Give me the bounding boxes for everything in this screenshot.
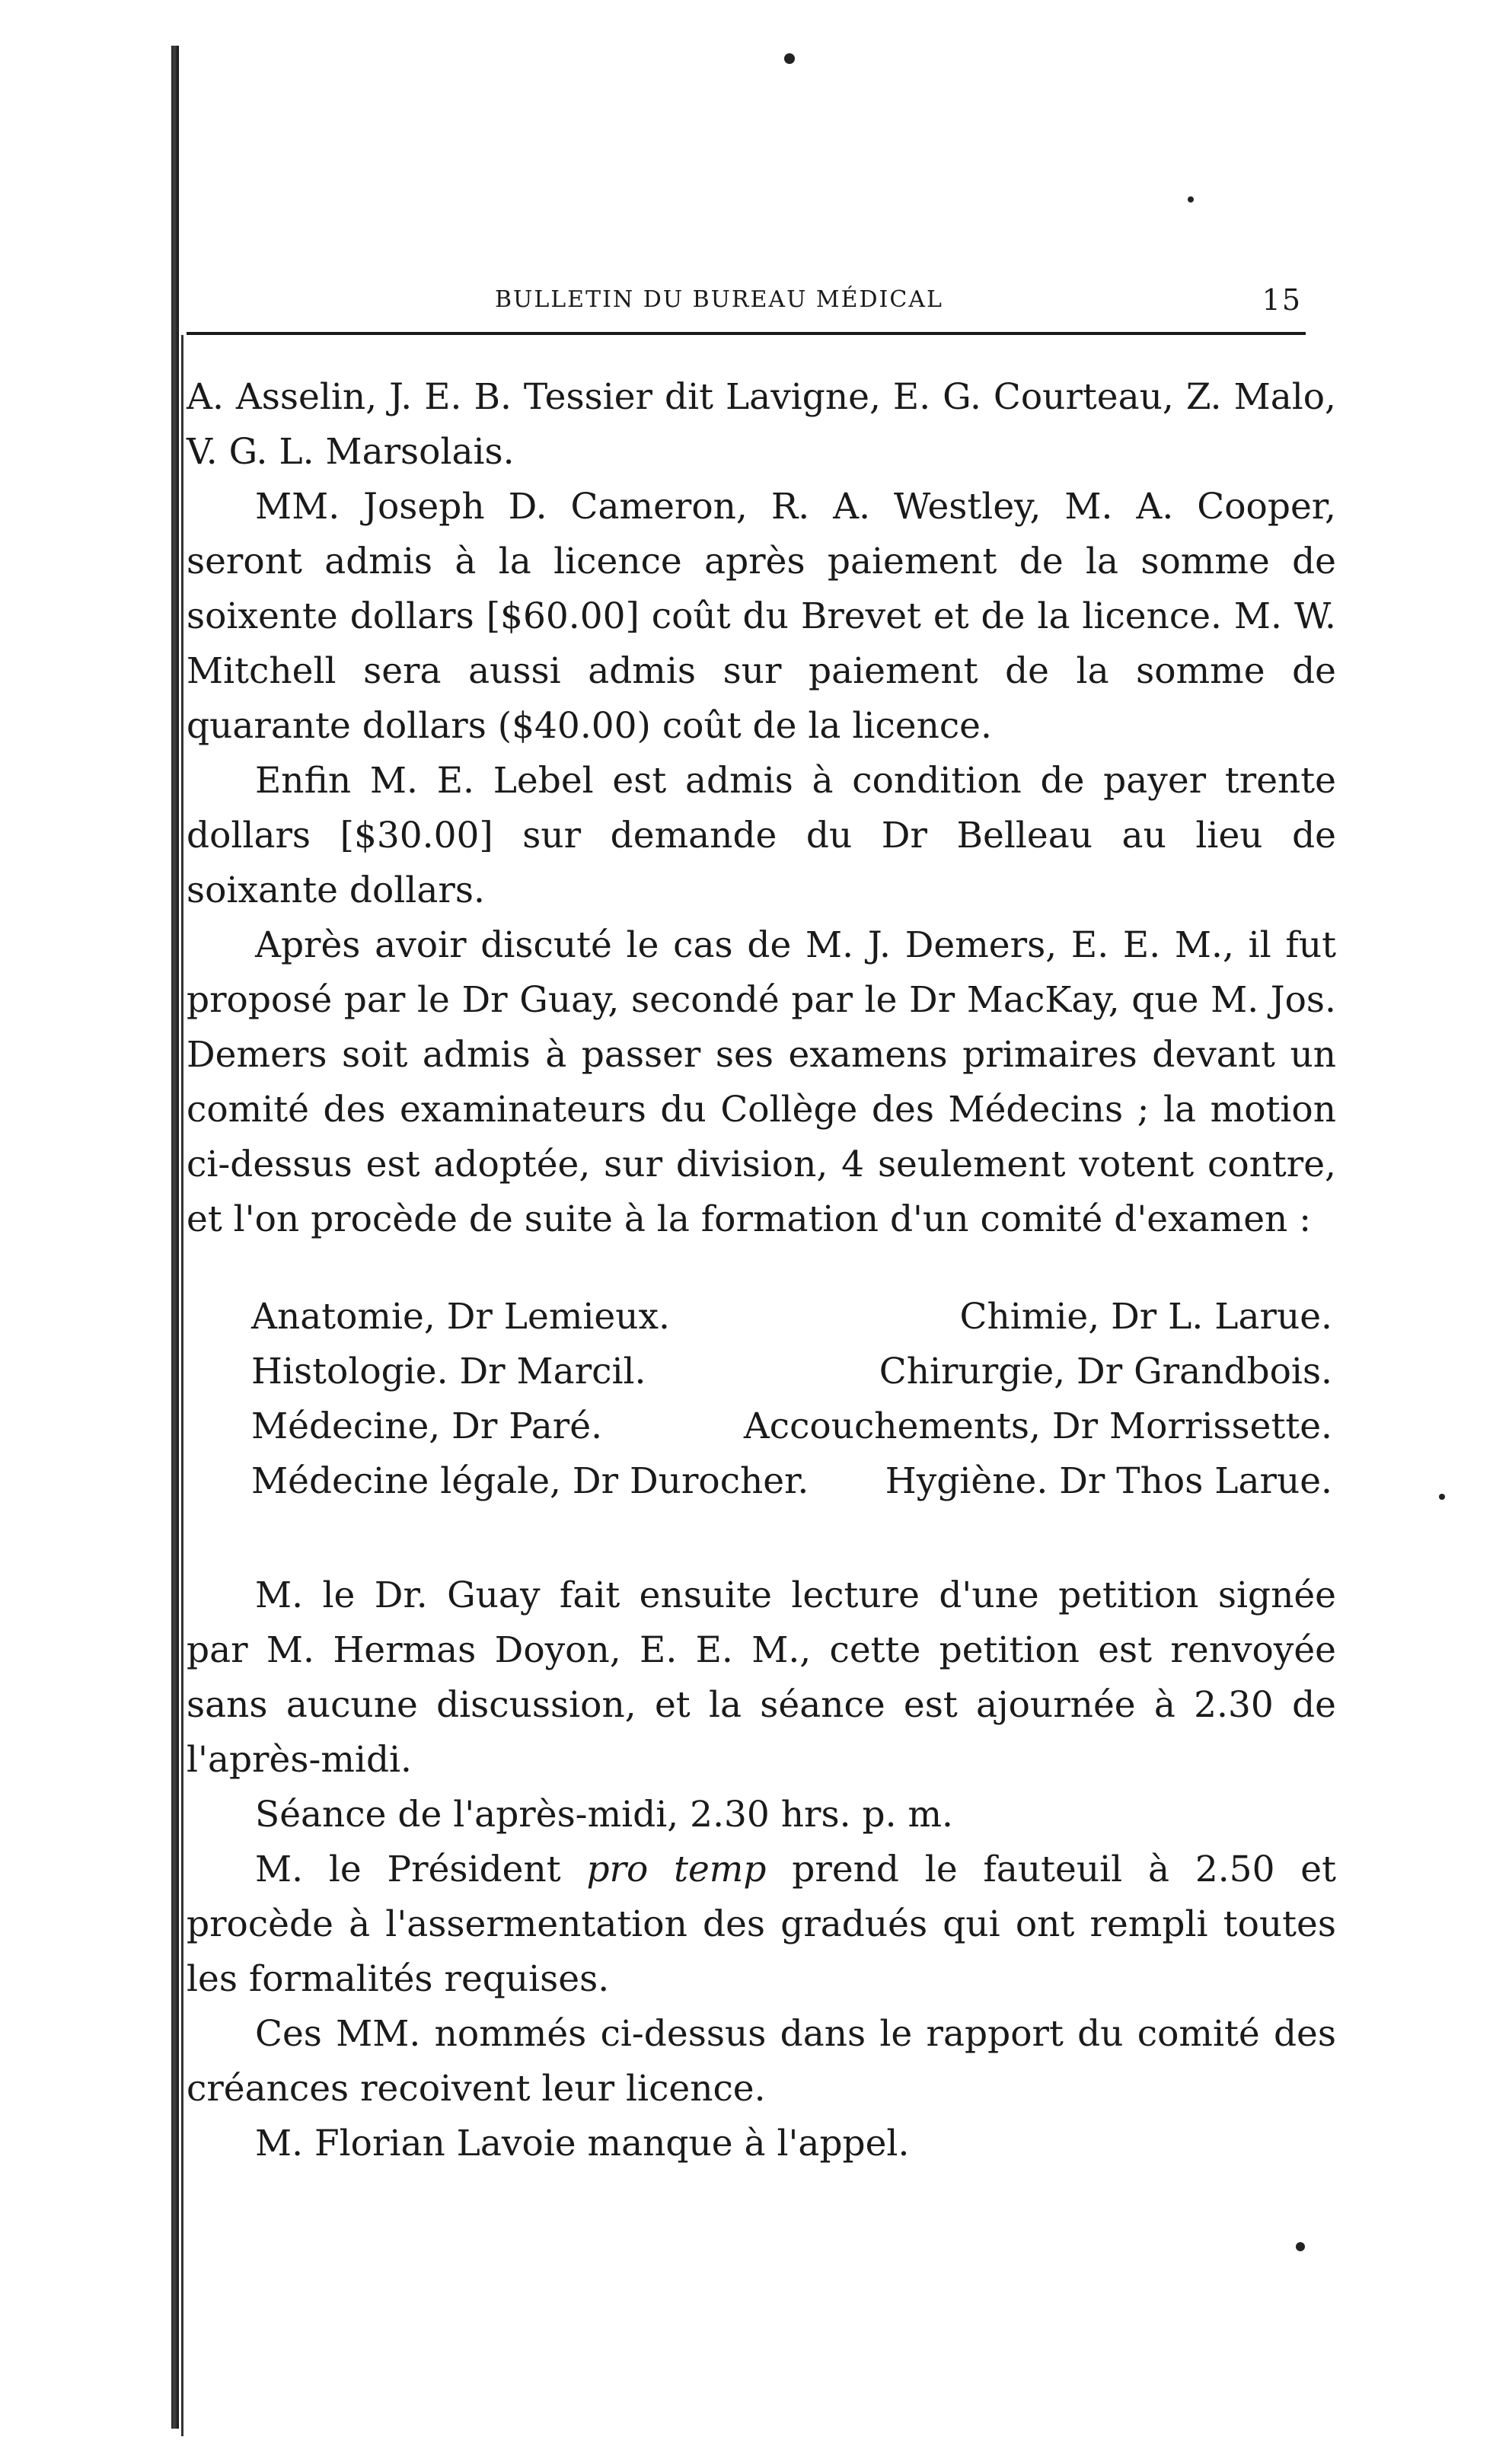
committee-entry: Hygiène. Dr Thos Larue. bbox=[885, 1460, 1332, 1502]
president-text-em: pro temp bbox=[586, 1849, 767, 1890]
paragraph-lavoie-absent: M. Florian Lavoie manque à l'appel. bbox=[255, 2123, 910, 2164]
committee-row bbox=[251, 1290, 1332, 1345]
paragraph-names-continued: A. Asselin, J. E. B. Tessier dit Lavigne, E. G. Courteau, Z. Malo, V. G. L. Marsolais. bbox=[187, 376, 1336, 473]
committee-entry: Anatomie, Dr Lemieux. bbox=[251, 1296, 670, 1338]
header-rule bbox=[187, 332, 1306, 335]
page-number: 15 bbox=[1262, 283, 1302, 317]
committee-entry: Chirurgie, Dr Grandbois. bbox=[879, 1351, 1332, 1392]
scan-speck bbox=[1439, 1494, 1445, 1500]
running-title: BULLETIN DU BUREAU MÉDICAL bbox=[495, 286, 943, 313]
paragraph-lebel: Enfin M. E. Lebel est admis à condition de payer trente dollars [$30.00] sur demande du Dr Belleau au lieu de soixante dollars. bbox=[187, 760, 1336, 911]
scan-speck bbox=[1296, 2242, 1305, 2251]
body-text-block-2 bbox=[187, 1568, 1336, 2171]
body-text-block-1 bbox=[187, 370, 1336, 1247]
paragraph-petition: M. le Dr. Guay fait ensuite lecture d'une petition signée par M. Hermas Doyon, E. E. M., cette petition est renvoyée sans aucune discussion, et la séance est ajournée à 2.30 de l'après-midi. bbox=[187, 1574, 1336, 1781]
scan-speck bbox=[784, 53, 795, 64]
committee-row bbox=[251, 1454, 1332, 1509]
committee-entry: Médecine, Dr Paré. bbox=[251, 1405, 603, 1447]
paragraph-licences-received: Ces MM. nommés ci-dessus dans le rapport du comité des créances recoivent leur licence. bbox=[187, 2013, 1336, 2110]
committee-entry: Médecine légale, Dr Durocher. bbox=[251, 1460, 809, 1502]
paragraph-licence-fees: MM. Joseph D. Cameron, R. A. Westley, M. A. Cooper, seront admis à la licence après paiement de la somme de soixente dollars [$60.00] coût du Brevet et de la licence. M. W. Mitchell sera aussi admis sur paiement de la somme de quarante dollars ($40.00) coût de la licence. bbox=[187, 486, 1336, 747]
president-text-b: prend le fauteuil à 2.50 et procède à l'assermentation des gradués qui ont rempli toutes les formalités requises. bbox=[187, 1849, 1336, 2000]
scan-speck bbox=[1188, 196, 1194, 203]
examination-committee bbox=[251, 1290, 1332, 1509]
paragraph-demers-motion: Après avoir discuté le cas de M. J. Demers, E. E. M., il fut proposé par le Dr Guay, secondé par le Dr MacKay, que M. Jos. Demers soit admis à passer ses examens primaires devant un comité des examinateurs du Collège des Médecins ; la motion ci-dessus est adoptée, sur division, 4 seulement votent contre, et l'on procède de suite à la formation d'un comité d'examen : bbox=[187, 924, 1336, 1240]
page-binding-shadow bbox=[181, 335, 183, 2436]
committee-row bbox=[251, 1345, 1332, 1399]
paragraph-afternoon-session: Séance de l'après-midi, 2.30 hrs. p. m. bbox=[255, 1794, 953, 1836]
page-binding-edge bbox=[171, 46, 179, 2429]
committee-entry: Histologie. Dr Marcil. bbox=[251, 1351, 646, 1392]
running-head bbox=[251, 279, 1302, 321]
committee-entry: Chimie, Dr L. Larue. bbox=[959, 1296, 1332, 1338]
president-text-a: M. le Président bbox=[255, 1849, 587, 1890]
paragraph-president bbox=[187, 1842, 1336, 2007]
committee-row bbox=[251, 1399, 1332, 1454]
committee-entry: Accouchements, Dr Morrissette. bbox=[743, 1405, 1332, 1447]
